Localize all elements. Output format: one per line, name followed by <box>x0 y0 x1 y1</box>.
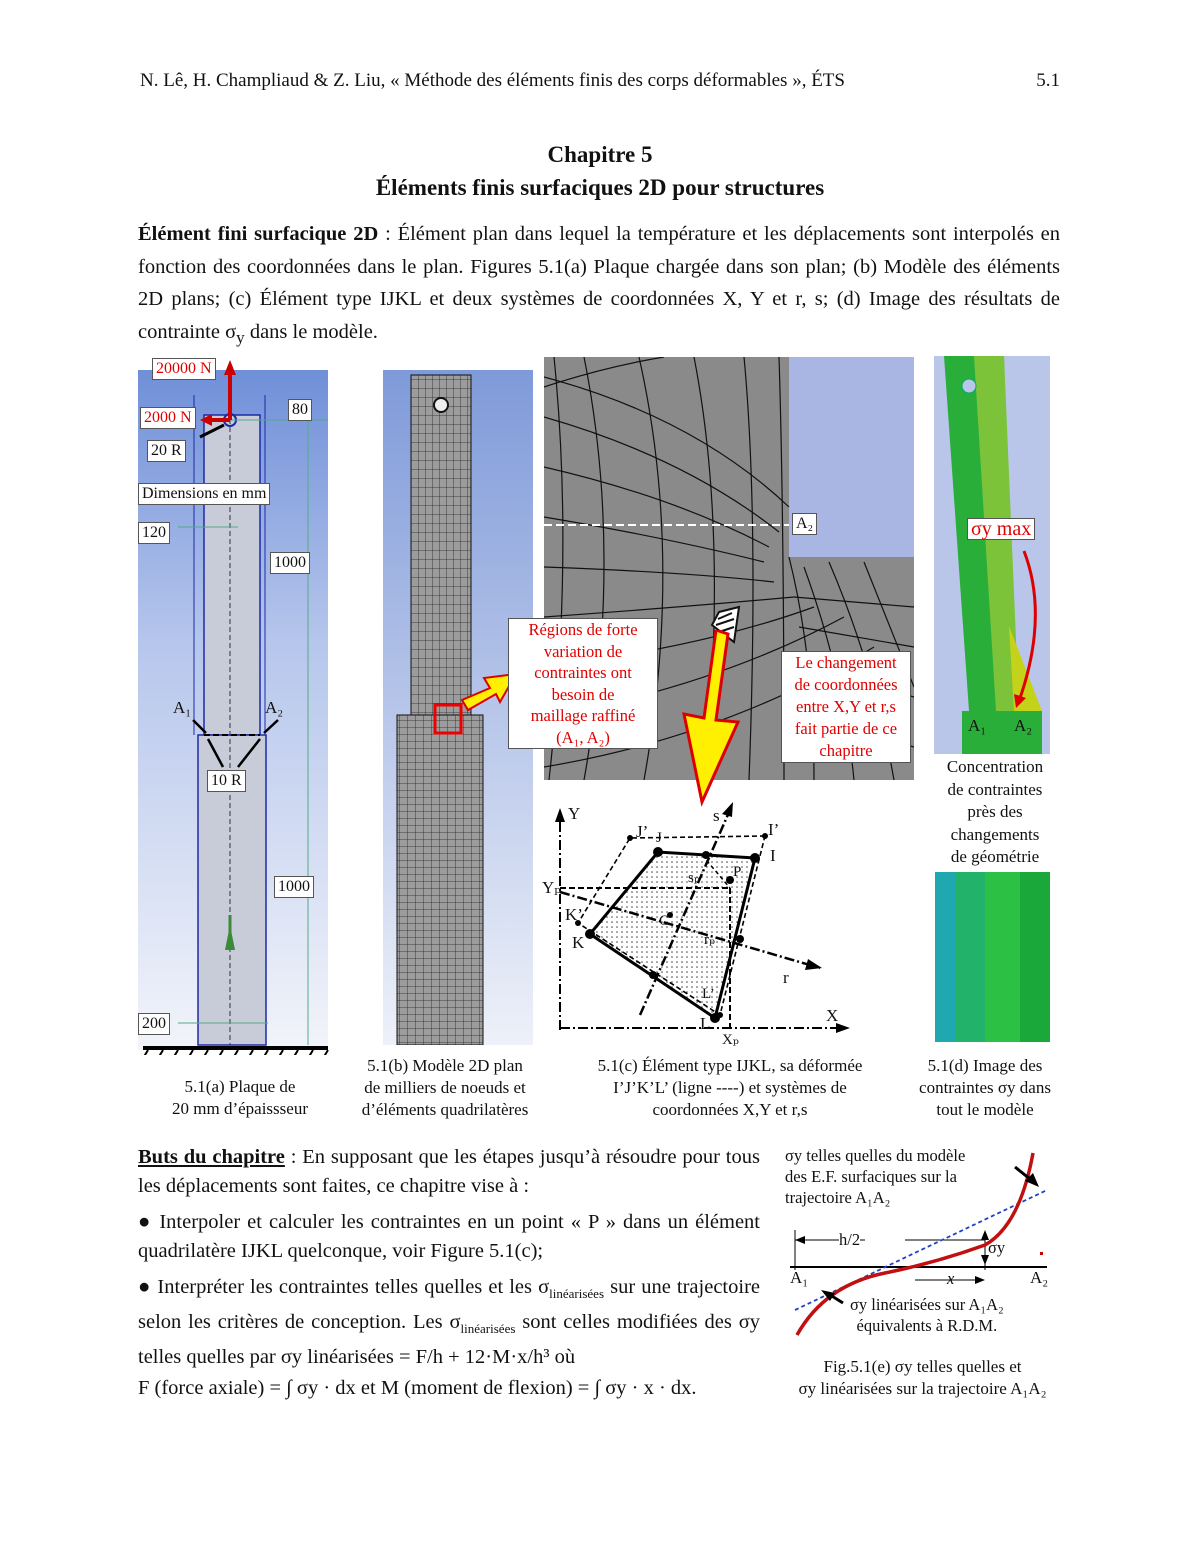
node-ip-label: I’ <box>768 820 780 839</box>
figure-c-element <box>530 800 860 1050</box>
figure-a <box>138 355 338 1055</box>
force-vertical-label: 20000 N <box>152 358 216 380</box>
figure-d-caption-line3: tout le modèle <box>936 1100 1034 1119</box>
figure-d-stress-top <box>934 356 1050 754</box>
regions-line1: Régions de forte <box>528 620 638 639</box>
goals-formula: F (force axiale) = ∫ σy · dx et M (moment de flexion) = ∫ σy · x · dx. <box>138 1377 697 1400</box>
intro-term: Élément fini surfacique 2D <box>138 223 379 245</box>
axis-s-label: s <box>713 806 720 825</box>
mesh-a2-label: A₂ <box>792 513 817 535</box>
figure-b-caption-line3: d’éléments quadrilatères <box>361 1100 529 1119</box>
conc-line4: changements <box>950 824 1040 844</box>
goals-bullet-1-text: Interpoler et calculer les contraintes en un point « P » dans un élément quadrilatère IJKL quelconque, voir Figure 5.1(c); <box>138 1211 760 1262</box>
node-kp-label: K’ <box>565 905 583 924</box>
figure-d-caption-line1: 5.1(d) Image des <box>927 1056 1043 1075</box>
dimension-200: 200 <box>138 1013 170 1035</box>
point-a1-label: A₁ <box>173 698 192 717</box>
chapter-title: Éléments finis surfaciques 2D pour structures <box>375 175 825 200</box>
intro-sigma: σ <box>225 320 237 343</box>
figure-d-stress-bottom <box>935 872 1050 1042</box>
xp-label: Xₚ <box>722 1032 739 1048</box>
figure-e-caption-line1: Fig.5.1(e) σy telles quelles et <box>823 1357 1022 1376</box>
figure-a-caption-line1: 5.1(a) Plaque de <box>184 1077 296 1096</box>
intro-sigma-sub: y <box>236 327 245 347</box>
goals-intro <box>138 1143 760 1201</box>
radius-20-label: 20 R <box>147 440 186 462</box>
dimension-1000-bottom: 1000 <box>274 876 314 898</box>
regions-line3: contraintes ont <box>534 663 632 682</box>
change-line2: de coordonnées <box>794 675 898 694</box>
fig-e-a2-label: A₂ <box>1030 1268 1049 1287</box>
goals-bullet-2-part1: Interpréter les contraintes telles quelles et les σ <box>151 1276 550 1298</box>
goals-section <box>138 1143 760 1403</box>
yp-label: Yₚ <box>542 878 562 897</box>
figure-a-caption <box>140 1076 340 1120</box>
node-lp-label: L’ <box>702 986 715 1002</box>
fig-d-a2-label: A₂ <box>1014 716 1033 735</box>
dimension-80: 80 <box>288 399 312 421</box>
point-a2-label: A₂ <box>265 698 284 717</box>
conc-line5: de géométrie <box>950 847 1040 866</box>
intro-text: : Élément plan dans lequel la température et les déplacements sont interpolés en fonction des coordonnées dans le plan. Figures 5.1(a) Plaque chargée dans son plan; (b) Modèle des éléments 2D plans; (c) Élément type IJKL et deux systèmes de coordonnées X, Y et r, s; (d) Image des résultats de contrainte <box>138 223 1060 343</box>
conc-line3: près des <box>967 802 1023 821</box>
node-k-label: K <box>572 933 585 952</box>
change-line4: fait partie de ce <box>794 719 898 738</box>
point-p-label: P <box>733 864 742 880</box>
figure-d-top <box>934 356 1050 754</box>
concentration-note <box>920 756 1070 869</box>
goals-bullet-1: ● Interpoler et calculer les contraintes en un point « P » dans un élément quadrilatère IJKL quelconque, voir Figure 5.1(c); <box>138 1211 760 1262</box>
fig-d-a1-label: A₁ <box>968 716 987 735</box>
figure-b-caption-line2: de milliers de noeuds et <box>364 1078 526 1097</box>
regions-callout <box>508 618 658 749</box>
node-l-label: L <box>700 1014 711 1033</box>
dimension-120: 120 <box>138 522 170 544</box>
figure-d-caption <box>905 1055 1065 1121</box>
change-line1: Le changement <box>795 653 897 672</box>
intro-paragraph <box>138 218 1060 354</box>
figure-e-caption <box>780 1356 1065 1400</box>
figure-a-caption-line2: 20 mm d’épaissseur <box>172 1099 308 1118</box>
goals-bullet-2-part2: sur une trajectoire selon les critères de conception. Les σ <box>138 1276 760 1334</box>
rp-label: rₚ <box>704 932 715 948</box>
figure-c <box>530 800 860 1050</box>
figure-e-caption-line2: σy linéarisées sur la trajectoire A₁A₂ <box>798 1379 1047 1398</box>
goals-bullet-2-sub2: linéarisées <box>460 1321 516 1337</box>
fig-e-x-label: x <box>947 1269 955 1288</box>
dimensions-unit-label: Dimensions en mm <box>138 483 270 505</box>
axis-x-label: X <box>826 1006 839 1025</box>
change-line3: entre X,Y et r,s <box>796 697 896 716</box>
fig-e-note-line3: trajectoire A₁A₂ <box>785 1188 891 1207</box>
node-i-label: I <box>770 846 776 865</box>
figure-c-caption-line2: I’J’K’L’ (ligne ----) et systèmes de <box>613 1078 847 1097</box>
fig-e-a1-label: A₁ <box>790 1268 809 1287</box>
chapter-number: Chapitre 5 <box>547 142 653 167</box>
force-horizontal-label: 2000 N <box>140 407 196 429</box>
axis-y-label: Y <box>568 804 581 823</box>
radius-10-label: 10 R <box>207 770 246 792</box>
node-j-label: J <box>656 830 662 846</box>
fig-e-note-line1: σy telles quelles du modèle <box>785 1146 966 1165</box>
change-line5: chapitre <box>819 741 873 760</box>
fig-e-lin-note <box>850 1294 1004 1336</box>
regions-line4: besoin de <box>551 684 615 704</box>
goals-bullet-2-sub1: linéarisées <box>549 1286 605 1302</box>
axis-r-label: r <box>783 968 789 987</box>
sigma-max-label: σy max <box>967 518 1035 540</box>
header-citation: N. Lê, H. Champliaud & Z. Liu, « Méthode des éléments finis des corps déformables », ÉTS <box>140 70 845 91</box>
fig-e-lin-line1: σy linéarisées sur A₁A₂ <box>850 1295 1004 1314</box>
conc-line2: de contraintes <box>947 779 1043 799</box>
page-number: 5.1 <box>1036 70 1060 91</box>
goals-bullet-2-part3: sont celles modifiées des σy telles quelles par σy linéarisées = F/h + 12·M·x/h³ où <box>138 1311 760 1369</box>
dimension-1000-top: 1000 <box>270 552 310 574</box>
fig-e-sy-label: σy <box>988 1238 1006 1257</box>
zoom-arrow-down <box>676 630 756 810</box>
regions-line2: variation de <box>543 641 623 661</box>
goals-intro-text: : En supposant que les étapes jusqu’à résoudre pour tous les déplacements sont faites, ce chapitre vise à : <box>138 1146 760 1197</box>
node-jp-label: J’ <box>636 822 649 841</box>
figure-b-caption-line1: 5.1(b) Modèle 2D plan <box>367 1056 523 1075</box>
conc-line1: Concentration <box>946 757 1044 776</box>
regions-line6: (A₁, A₂) <box>556 727 610 747</box>
goals-bullet-2: ● Interpréter les contraintes telles quelles et les $\sigma_{linéarisées}$ sur une trajectoire selon les critères de conception. Les $\sigma_{linéarisées}$ sont celles modifiées des σy telles quelles par σy linéarisées = F/h + 12·M·x/h³ où <box>138 1276 760 1369</box>
fig-e-note-line2: des E.F. surfaciques sur la <box>785 1167 957 1186</box>
sp-label: sₚ <box>688 870 700 886</box>
figure-d-caption-line2: contraintes σy dans <box>919 1078 1051 1097</box>
change-callout <box>781 651 911 763</box>
regions-line5: maillage raffiné <box>530 706 636 725</box>
figure-c-caption-line1: 5.1(c) Élément type IJKL, sa déformée <box>597 1056 863 1075</box>
figure-b-caption <box>345 1055 545 1121</box>
figure-c-caption-line3: coordonnées X,Y et r,s <box>652 1100 808 1119</box>
figure-c-caption <box>560 1055 900 1121</box>
goals-heading: Buts du chapitre <box>138 1146 285 1168</box>
fig-e-lin-line2: équivalents à R.D.M. <box>856 1316 998 1335</box>
intro-text-end: dans le modèle. <box>244 320 378 343</box>
center-c-label: C <box>659 913 670 929</box>
fig-e-h2-label: h/2 <box>839 1230 861 1249</box>
running-header <box>140 70 1060 92</box>
